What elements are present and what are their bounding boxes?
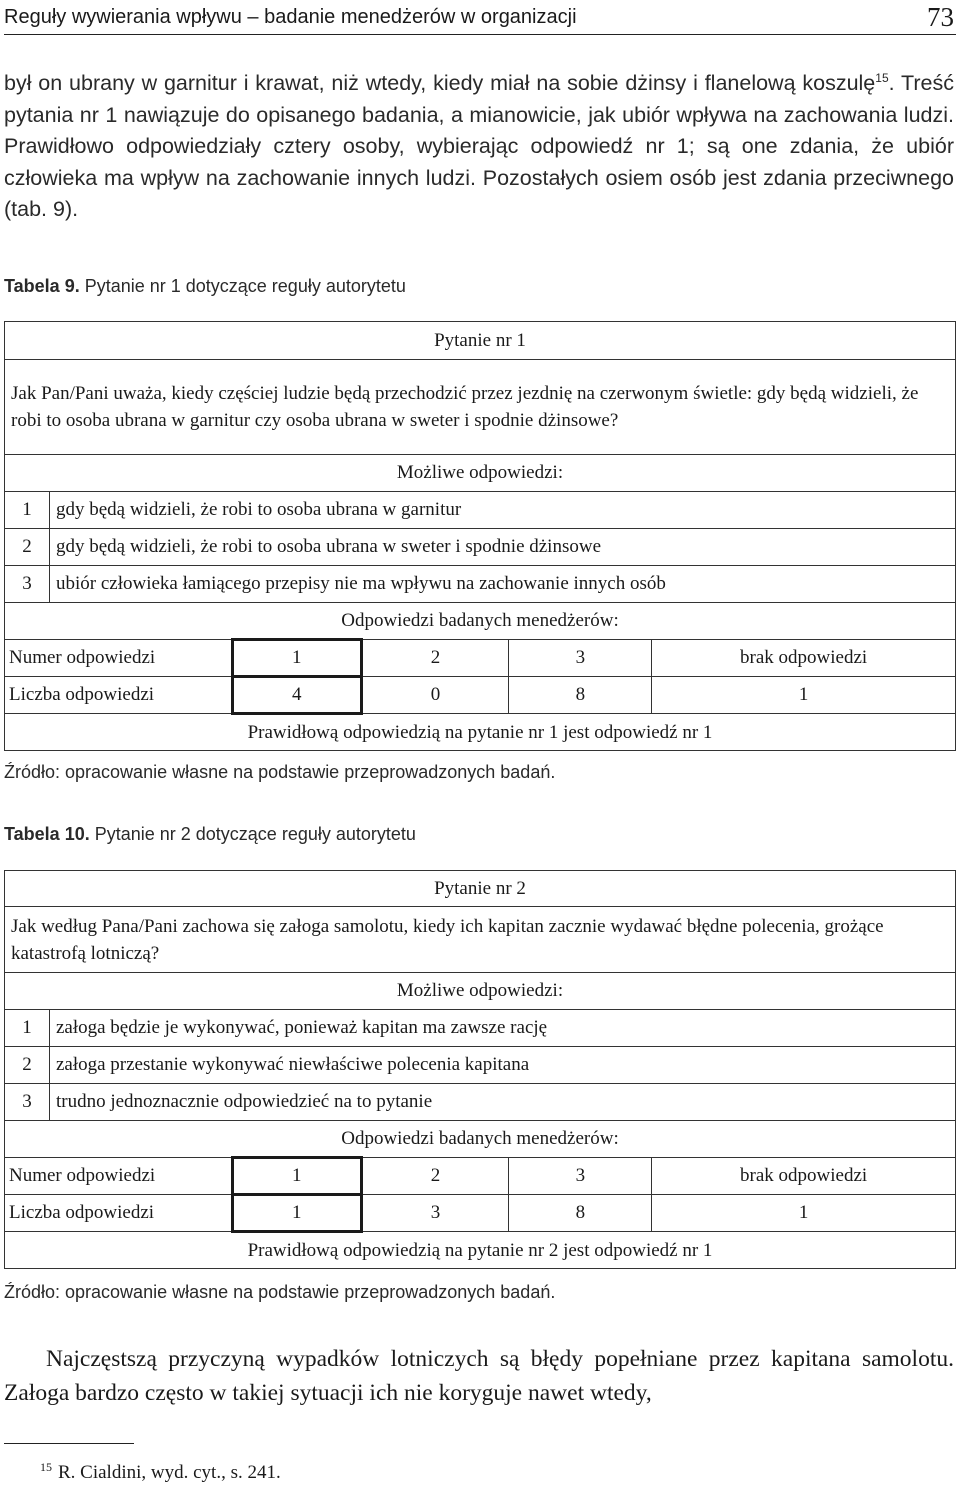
response-count: 8: [509, 677, 652, 714]
footnote-text: R. Cialdini, wyd. cyt., s. 241.: [58, 1462, 281, 1483]
table10-question: Jak według Pana/Pani zachowa się załoga samolotu, kiedy ich kapitan zacznie wydawać błędne polecenia, grożące katastrofą lotniczą?: [5, 907, 956, 973]
response-count: 1: [652, 677, 956, 714]
intro-text-2: . Treść pytania nr 1 nawiązuje do opisanego badania, a mianowicie, jak ubiór wpływa na zachowania ludzi. Prawidłowo odpowiedziały cztery osoby, wybierając odpowiedź nr 1; są one zdania, że ubiór człowieka ma wpływ na zachowanie innych ludzi. Pozostałych osiem osób jest zdania przeciwnego (tab. 9).: [4, 71, 954, 221]
table10-caption: [4, 824, 954, 845]
footnote: [40, 1459, 281, 1484]
table10-responses-header: Odpowiedzi badanych menedżerów:: [5, 1121, 956, 1158]
table9-source: Źródło: opracowanie własne na podstawie przeprowadzonych badań.: [4, 762, 556, 782]
table9-caption-text: Pytanie nr 1 dotyczące reguły autorytetu: [79, 276, 406, 296]
answer-number: 1: [5, 492, 50, 529]
response-count: 3: [361, 1195, 509, 1232]
table-row: [5, 1010, 956, 1047]
table10-source: Źródło: opracowanie własne na podstawie przeprowadzonych badań.: [4, 1282, 556, 1302]
intro-text-1: był on ubrany w garnitur i krawat, niż wtedy, kiedy miał na sobie dżinsy i flanelową koszulę: [4, 71, 876, 95]
table10: [4, 870, 956, 1269]
closing-paragraph: Najczęstszą przyczyną wypadków lotniczych są błędy popełniane przez kapitana samolotu. Załoga bardzo często w takiej sytuacji ich nie koryguje nawet wtedy,: [4, 1346, 954, 1406]
response-number: 3: [509, 1158, 652, 1195]
response-number: brak odpowiedzi: [652, 1158, 956, 1195]
answer-text: trudno jednoznacznie odpowiedzieć na to pytanie: [49, 1084, 955, 1121]
response-number: brak odpowiedzi: [652, 640, 956, 677]
answer-text: gdy będą widzieli, że robi to osoba ubrana w sweter i spodnie dżinsowe: [49, 529, 955, 566]
footnote-number: 15: [40, 1459, 52, 1474]
response-number: 2: [361, 640, 509, 677]
table10-question-header: Pytanie nr 2: [5, 871, 956, 907]
response-number: 1: [232, 1158, 361, 1195]
table10-correct-answer: Prawidłową odpowiedzią na pytanie nr 2 jest odpowiedź nr 1: [5, 1232, 956, 1269]
table-row: [5, 1047, 956, 1084]
table-row: [5, 566, 956, 603]
table9: [4, 321, 956, 751]
response-count: 1: [232, 1195, 361, 1232]
answer-text: ubiór człowieka łamiącego przepisy nie ma wpływu na zachowanie innych osób: [49, 566, 955, 603]
table10-caption-label: Tabela 10.: [4, 824, 90, 844]
table-row: [5, 529, 956, 566]
row-label: Numer odpowiedzi: [5, 640, 233, 677]
answer-text: załoga przestanie wykonywać niewłaściwe polecenia kapitana: [49, 1047, 955, 1084]
answer-text: gdy będą widzieli, że robi to osoba ubrana w garnitur: [49, 492, 955, 529]
table-row: [5, 492, 956, 529]
response-number: 3: [509, 640, 652, 677]
row-label: Liczba odpowiedzi: [5, 677, 233, 714]
table-row: [5, 1195, 956, 1232]
table9-correct-answer: Prawidłową odpowiedzią na pytanie nr 1 jest odpowiedź nr 1: [5, 714, 956, 751]
response-count: 8: [509, 1195, 652, 1232]
table9-question: Jak Pan/Pani uważa, kiedy częściej ludzie będą przechodzić przez jezdnię na czerwonym świetle: gdy będą widzieli, że robi to osoba ubrana w garnitur czy osoba ubrana w sweter i spodnie dżinsowe?: [5, 360, 956, 455]
table10-answers-header: Możliwe odpowiedzi:: [5, 973, 956, 1010]
table9-responses-header: Odpowiedzi badanych menedżerów:: [5, 603, 956, 640]
response-count: 4: [232, 677, 361, 714]
response-count: 1: [652, 1195, 956, 1232]
intro-paragraph: [4, 68, 954, 226]
running-head: [4, 4, 956, 35]
table9-caption-label: Tabela 9.: [4, 276, 80, 296]
table10-caption-text: Pytanie nr 2 dotyczące reguły autorytetu: [89, 824, 416, 844]
table9-question-header: Pytanie nr 1: [5, 322, 956, 360]
response-number: 2: [361, 1158, 509, 1195]
answer-number: 3: [5, 566, 50, 603]
table9-caption: [4, 276, 954, 297]
table-row: [5, 1158, 956, 1195]
table-row: [5, 677, 956, 714]
answer-text: załoga będzie je wykonywać, ponieważ kapitan ma zawsze rację: [49, 1010, 955, 1047]
footnote-reference: 15: [875, 70, 889, 85]
answer-number: 1: [5, 1010, 50, 1047]
table-row: [5, 1084, 956, 1121]
row-label: Numer odpowiedzi: [5, 1158, 233, 1195]
footnote-divider: [4, 1443, 134, 1444]
page-number: 73: [927, 2, 954, 32]
response-count: 0: [361, 677, 509, 714]
table-row: [5, 640, 956, 677]
answer-number: 2: [5, 1047, 50, 1084]
row-label: Liczba odpowiedzi: [5, 1195, 233, 1232]
running-head-title: Reguły wywierania wpływu – badanie menedżerów w organizacji: [4, 6, 577, 28]
answer-number: 2: [5, 529, 50, 566]
table9-answers-header: Możliwe odpowiedzi:: [5, 455, 956, 492]
answer-number: 3: [5, 1084, 50, 1121]
response-number: 1: [232, 640, 361, 677]
